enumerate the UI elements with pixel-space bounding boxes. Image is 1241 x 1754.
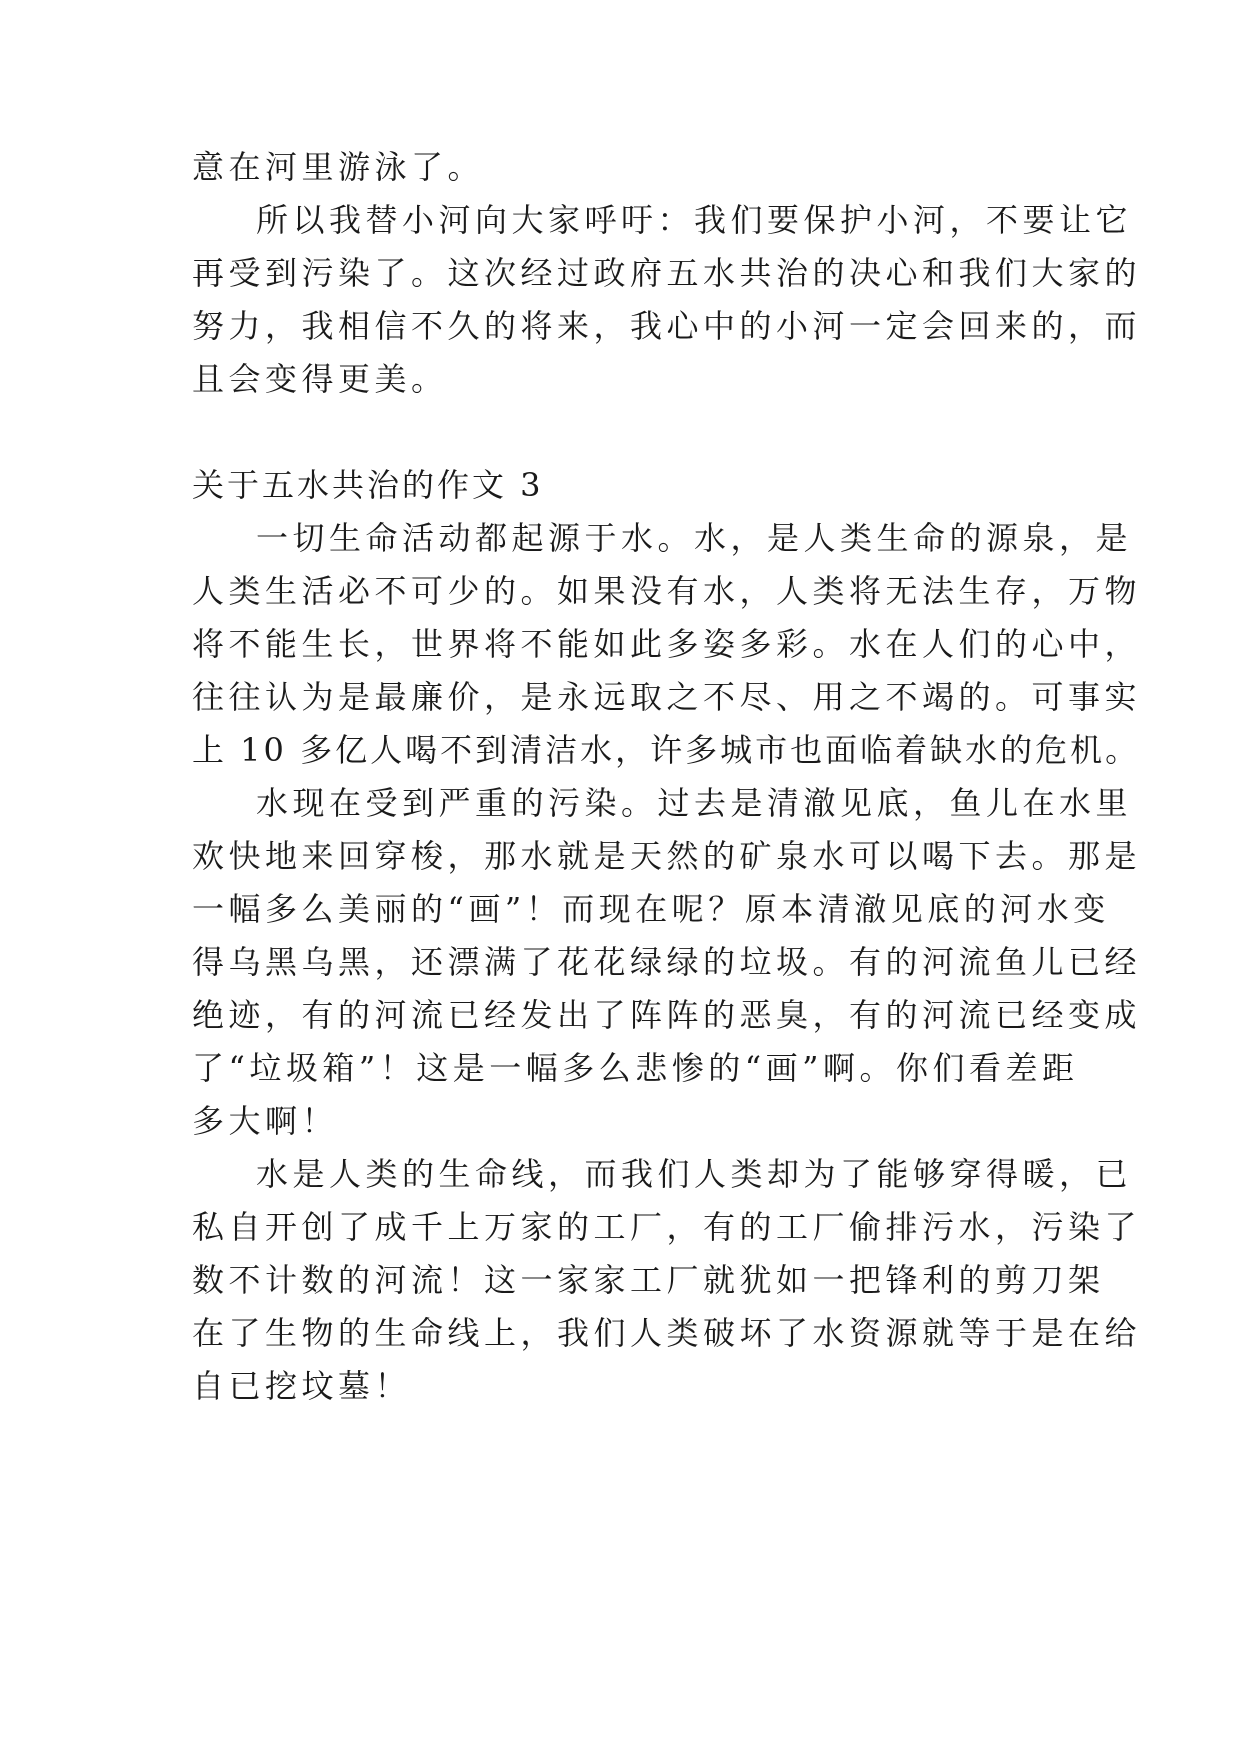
text-line: 且会变得更美。 — [192, 360, 448, 398]
text-line: 一切生命活动都起源于水。水，是人类生命的源泉，是 — [256, 519, 1133, 557]
text-line: 多大啊！ — [192, 1102, 339, 1140]
text-line: 努力，我相信不久的将来，我心中的小河一定会回来的，而 — [192, 307, 1142, 345]
text-line: 所以我替小河向大家呼吁：我们要保护小河，不要让它 — [256, 201, 1133, 239]
text-line: 将不能生长，世界将不能如此多姿多彩。水在人们的心中， — [192, 625, 1142, 663]
text-line: 了“垃圾箱”！这是一幅多么悲惨的“画”啊。你们看差距 — [192, 1049, 1079, 1087]
text-line: 水现在受到严重的污染。过去是清澈见底，鱼儿在水里 — [256, 784, 1133, 822]
text-line: 自已挖坟墓！ — [192, 1367, 412, 1405]
text-line: 水是人类的生命线，而我们人类却为了能够穿得暖，已 — [256, 1155, 1133, 1193]
text-line: 一幅多么美丽的“画”！而现在呢？原本清澈见底的河水变 — [192, 890, 1110, 928]
text-line: 私自开创了成千上万家的工厂，有的工厂偷排污水，污染了 — [192, 1208, 1142, 1246]
text-line: 得乌黑乌黑，还漂满了花花绿绿的垃圾。有的河流鱼儿已经 — [192, 943, 1142, 981]
text-line: 人类生活必不可少的。如果没有水，人类将无法生存，万物 — [192, 572, 1142, 610]
text-line: 欢快地来回穿梭，那水就是天然的矿泉水可以喝下去。那是 — [192, 837, 1142, 875]
text-line: 上 10 多亿人喝不到清洁水，许多城市也面临着缺水的危机。 — [192, 731, 1141, 769]
text-line: 意在河里游泳了。 — [192, 148, 485, 186]
text-line: 在了生物的生命线上，我们人类破坏了水资源就等于是在给 — [192, 1314, 1142, 1352]
text-line: 数不计数的河流！这一家家工厂就犹如一把锋利的剪刀架 — [192, 1261, 1105, 1299]
section-title: 关于五水共治的作文 3 — [192, 466, 544, 504]
text-line: 绝迹，有的河流已经发出了阵阵的恶臭，有的河流已经变成 — [192, 996, 1142, 1034]
text-line: 往往认为是最廉价，是永远取之不尽、用之不竭的。可事实 — [192, 678, 1142, 716]
text-line: 再受到污染了。这次经过政府五水共治的决心和我们大家的 — [192, 254, 1142, 292]
